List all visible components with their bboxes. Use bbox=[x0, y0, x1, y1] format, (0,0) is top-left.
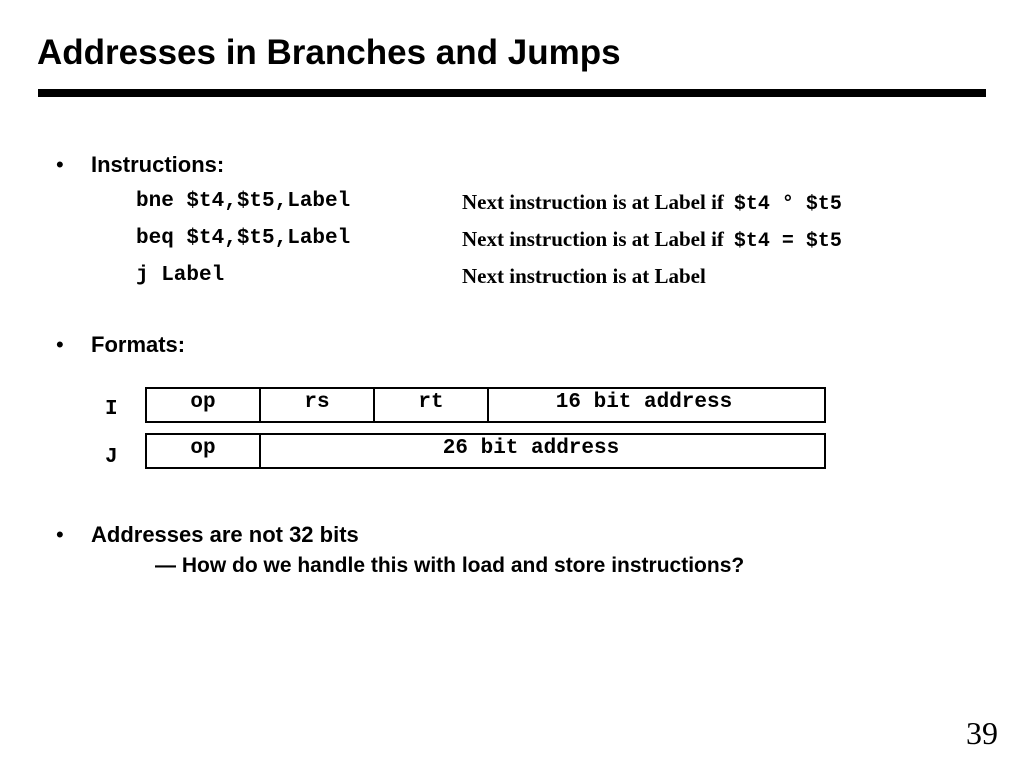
bullet-marker: • bbox=[56, 522, 64, 547]
field-rt: rt bbox=[375, 389, 489, 421]
title-underline bbox=[38, 89, 986, 97]
addresses-subpoint: — How do we handle this with load and store instructions? bbox=[155, 554, 745, 577]
field-op: op bbox=[147, 389, 261, 421]
instruction-desc-text: Next instruction is at Label if bbox=[462, 190, 724, 214]
format-label-i: I bbox=[105, 398, 118, 421]
instruction-code-bne: bne $t4,$t5,Label bbox=[136, 190, 351, 213]
instruction-condition: $t4 ° $t5 bbox=[733, 193, 842, 216]
format-box-j bbox=[145, 433, 826, 469]
instruction-code-j: j Label bbox=[136, 264, 225, 287]
format-label-j: J bbox=[105, 446, 118, 469]
addresses-heading: Addresses are not 32 bits bbox=[91, 522, 359, 547]
instruction-desc-beq bbox=[462, 224, 842, 257]
instruction-desc-j bbox=[462, 261, 706, 291]
bullet-marker: • bbox=[56, 152, 64, 177]
field-address-26: 26 bit address bbox=[442, 437, 620, 460]
instruction-desc-bne bbox=[462, 187, 842, 220]
instructions-heading: Instructions: bbox=[91, 152, 225, 177]
instruction-desc-text: Next instruction is at Label if bbox=[462, 227, 724, 251]
page-number: 39 bbox=[966, 715, 998, 751]
instruction-code-beq: beq $t4,$t5,Label bbox=[136, 227, 351, 250]
slide-title: Addresses in Branches and Jumps bbox=[37, 33, 621, 72]
instruction-condition: $t4 = $t5 bbox=[733, 230, 842, 253]
field-op: op bbox=[147, 435, 261, 467]
field-rs: rs bbox=[261, 389, 375, 421]
instruction-desc-text: Next instruction is at Label bbox=[462, 264, 706, 288]
formats-heading: Formats: bbox=[91, 332, 186, 357]
bullet-marker: • bbox=[56, 332, 64, 357]
format-box-i bbox=[145, 387, 826, 423]
field-address-16: 16 bit address bbox=[555, 391, 733, 414]
